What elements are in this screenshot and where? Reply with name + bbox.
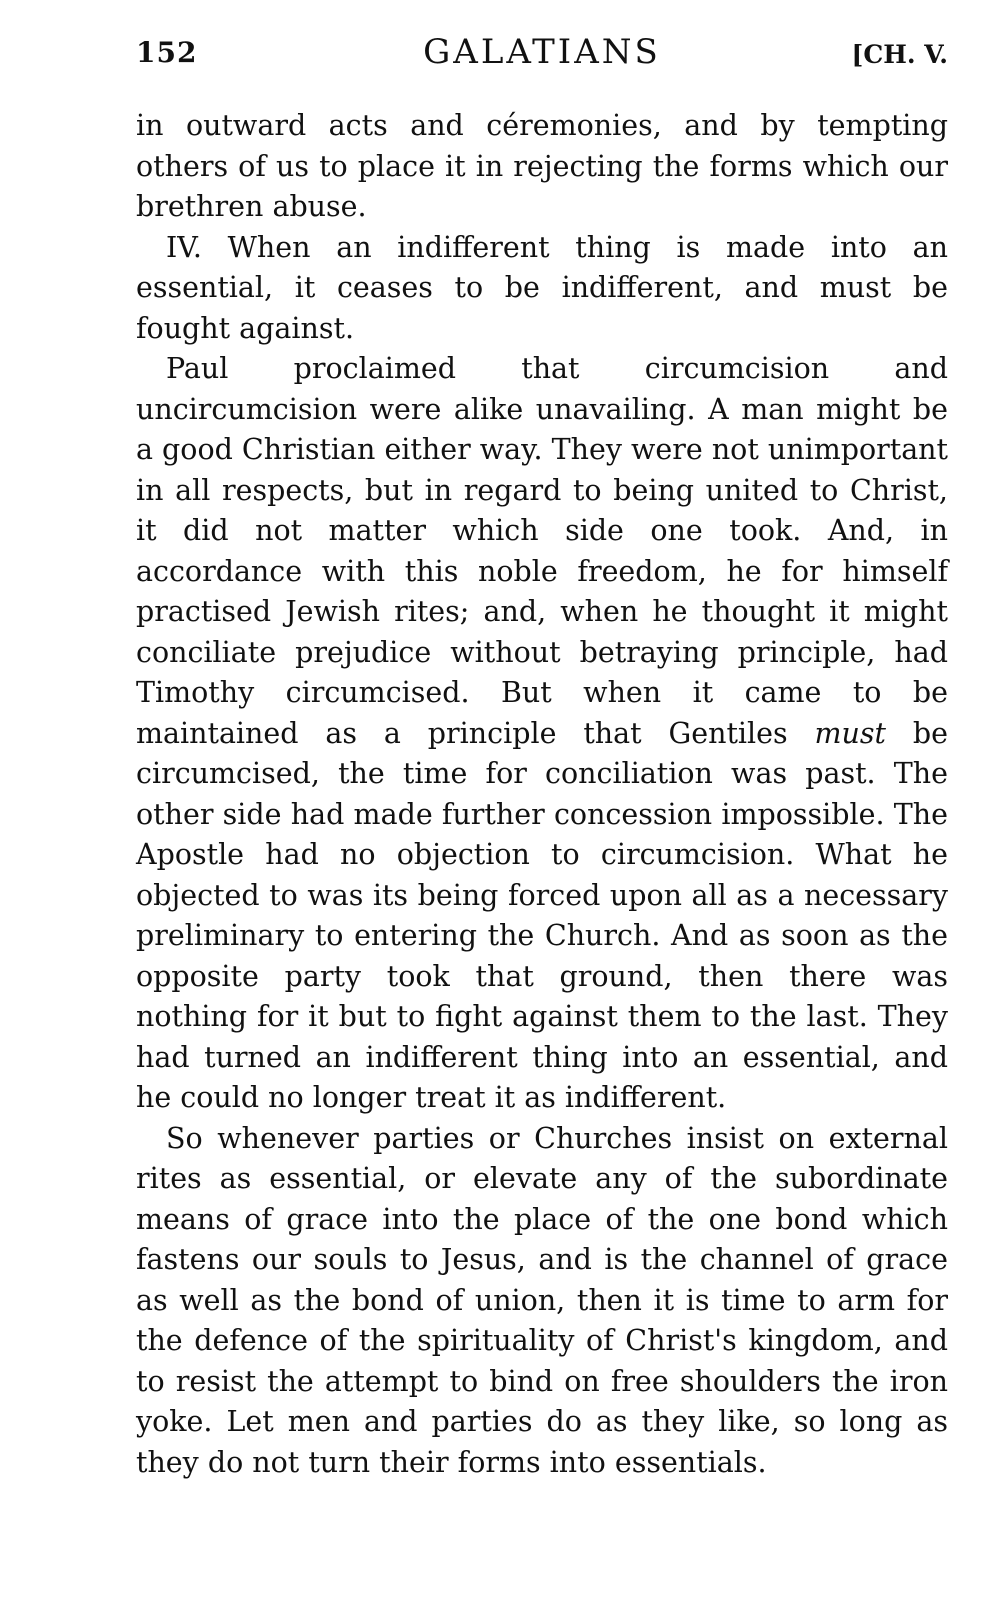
paragraph-paul-part-2: be circumcised, the time for conciliation was past. The other side had made further concession impossible. The Apostle had no objection to circumcision. What he objected to was its being forced upon all as a necessary preliminary to entering the Church. And as soon as the opposite party took that ground, then there was nothing for it but to fight against them to the last. They had turned an indifferent thing into an essential, and he could no longer treat it as indifferent.	[136, 716, 949, 1114]
running-title: GALATIANS	[423, 32, 661, 72]
paragraph-paul	[136, 349, 948, 1119]
body-text	[136, 106, 948, 1483]
paragraph-paul-part-1: Paul proclaimed that circumcision and uncircumcision were alike unavailing. A man might be a good Christian either way. They were not unimportant in all respects, but in regard to being united to Christ, it did not matter which side one took. And, in accordance with this noble freedom, he for himself practised Jewish rites; and, when he thought it might conciliate prejudice without betraying principle, had Timothy circumcised. But when it came to be maintained as a principle that Gentiles	[136, 352, 948, 750]
paragraph-point-iv: IV. When an indifferent thing is made into an essential, it ceases to be indifferent, and must be fought against.	[136, 230, 948, 345]
chapter-reference: [CH. V.	[851, 40, 948, 69]
paragraph-continuation: in outward acts and céremonies, and by tempting others of us to place it in rejecting the forms which our brethren abuse.	[136, 109, 948, 223]
page-number: 152	[136, 36, 198, 69]
book-page	[136, 30, 948, 1483]
emphasis-must: must	[814, 716, 886, 750]
paragraph-conclusion: So whenever parties or Churches insist on external rites as essential, or elevate any of the subordinate means of grace into the place of the one bond which fastens our souls to Jesus, and is the channel of grace as well as the bond of union, then it is time to arm for the defence of the spirituality of Christ's kingdom, and to resist the attempt to bind on free shoulders the iron yoke. Let men and parties do as they like, so long as they do not turn their forms into essentials.	[136, 1121, 948, 1479]
page-header	[136, 30, 948, 80]
